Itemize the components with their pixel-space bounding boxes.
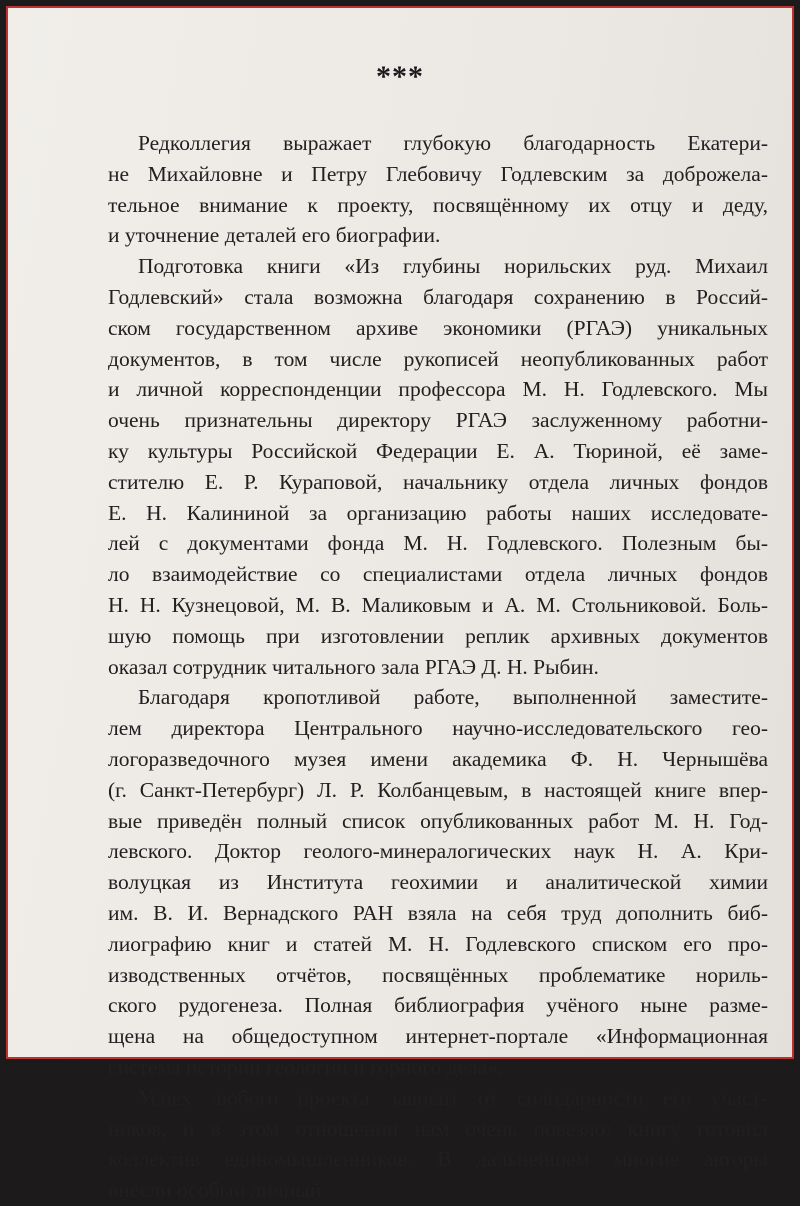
text-line: стителю Е. Р. Кураповой, начальнику отдела личных фондов [108,469,768,494]
text-line: Н. Н. Кузнецовой, М. В. Маликовым и А. М. Стольниковой. Боль- [108,592,768,617]
text-line: ников, и в этом отношении нам очень повезло: книгу готовил [108,1116,768,1141]
text-line: Годлевский» стала возможна благодаря сохранению в Россий- [108,284,768,309]
text-line: изводственных отчётов, посвящённых проблематике нориль- [108,962,768,987]
text-line: система истории геологии и горного дела». [108,1054,504,1079]
text-line: Благодаря кропотливой работе, выполненной заместите- [138,685,768,710]
section-separator: *** [376,60,424,93]
text-line: не Михайловне и Петру Глебовичу Годлевским за доброжела- [108,161,768,186]
text-line: логоразведочного музея имени академика Ф. Н. Чернышёва [108,746,768,771]
text-line: ском государственном архиве экономики (РГАЭ) уникальных [108,315,768,340]
text-line: внесли особый личный [108,1178,322,1203]
text-line: оказал сотрудник читального зала РГАЭ Д. Н. Рыбин. [108,654,599,679]
text-line: и уточнение деталей его биографии. [108,223,441,248]
body-text [108,128,768,1206]
text-line: лем директора Центрального научно-исследовательского гео- [108,716,768,741]
text-line: и личной корреспонденции профессора М. Н. Годлевского. Мы [108,377,768,402]
text-line: документов, в том числе рукописей неопубликованных работ [108,346,768,371]
text-line: щена на общедоступном интернет-портале «Информационная [108,1024,768,1049]
text-line: шую помощь при изготовлении реплик архивных документов [108,623,768,648]
text-line: вые приведён полный список опубликованных работ М. Н. Год- [108,808,768,833]
text-line: ку культуры Российской Федерации Е. А. Тюриной, её заме- [108,438,768,463]
text-line: Подготовка книги «Из глубины норильских руд. Михаил [138,254,768,279]
text-line: ло взаимодействие со специалистами отдела личных фондов [108,562,768,587]
text-line: им. В. И. Вернадского РАН взяла на себя труд дополнить биб- [108,900,768,925]
text-line: очень признательны директору РГАЭ заслуженному работни- [108,408,768,433]
text-line: Е. Н. Калининой за организацию работы наших исследовате- [108,500,768,525]
text-line: лиографию книг и статей М. Н. Годлевского списком его про- [108,931,768,956]
text-line: левского. Доктор геолого-минералогических наук Н. А. Кри- [108,839,768,864]
text-line: лей с документами фонда М. Н. Годлевского. Полезным бы- [108,531,768,556]
text-line: тельное внимание к проекту, посвящённому их отцу и деду, [108,192,768,217]
book-page [8,8,792,1203]
text-line: волуцкая из Института геохимии и аналитической химии [108,870,768,895]
text-line: Успех любого проекта зависит от солидарности его участ- [138,1085,768,1110]
text-line: коллектив единомышленников. В дальнейшем многие авторы [108,1147,768,1172]
text-line: (г. Санкт-Петербург) Л. Р. Колбанцевым, в настоящей книге впер- [108,777,768,802]
photo-frame [6,6,794,1203]
text-line: ского рудогенеза. Полная библиография учёного ныне разме- [108,993,768,1018]
text-line: Редколлегия выражает глубокую благодарность Екатери- [138,131,768,155]
